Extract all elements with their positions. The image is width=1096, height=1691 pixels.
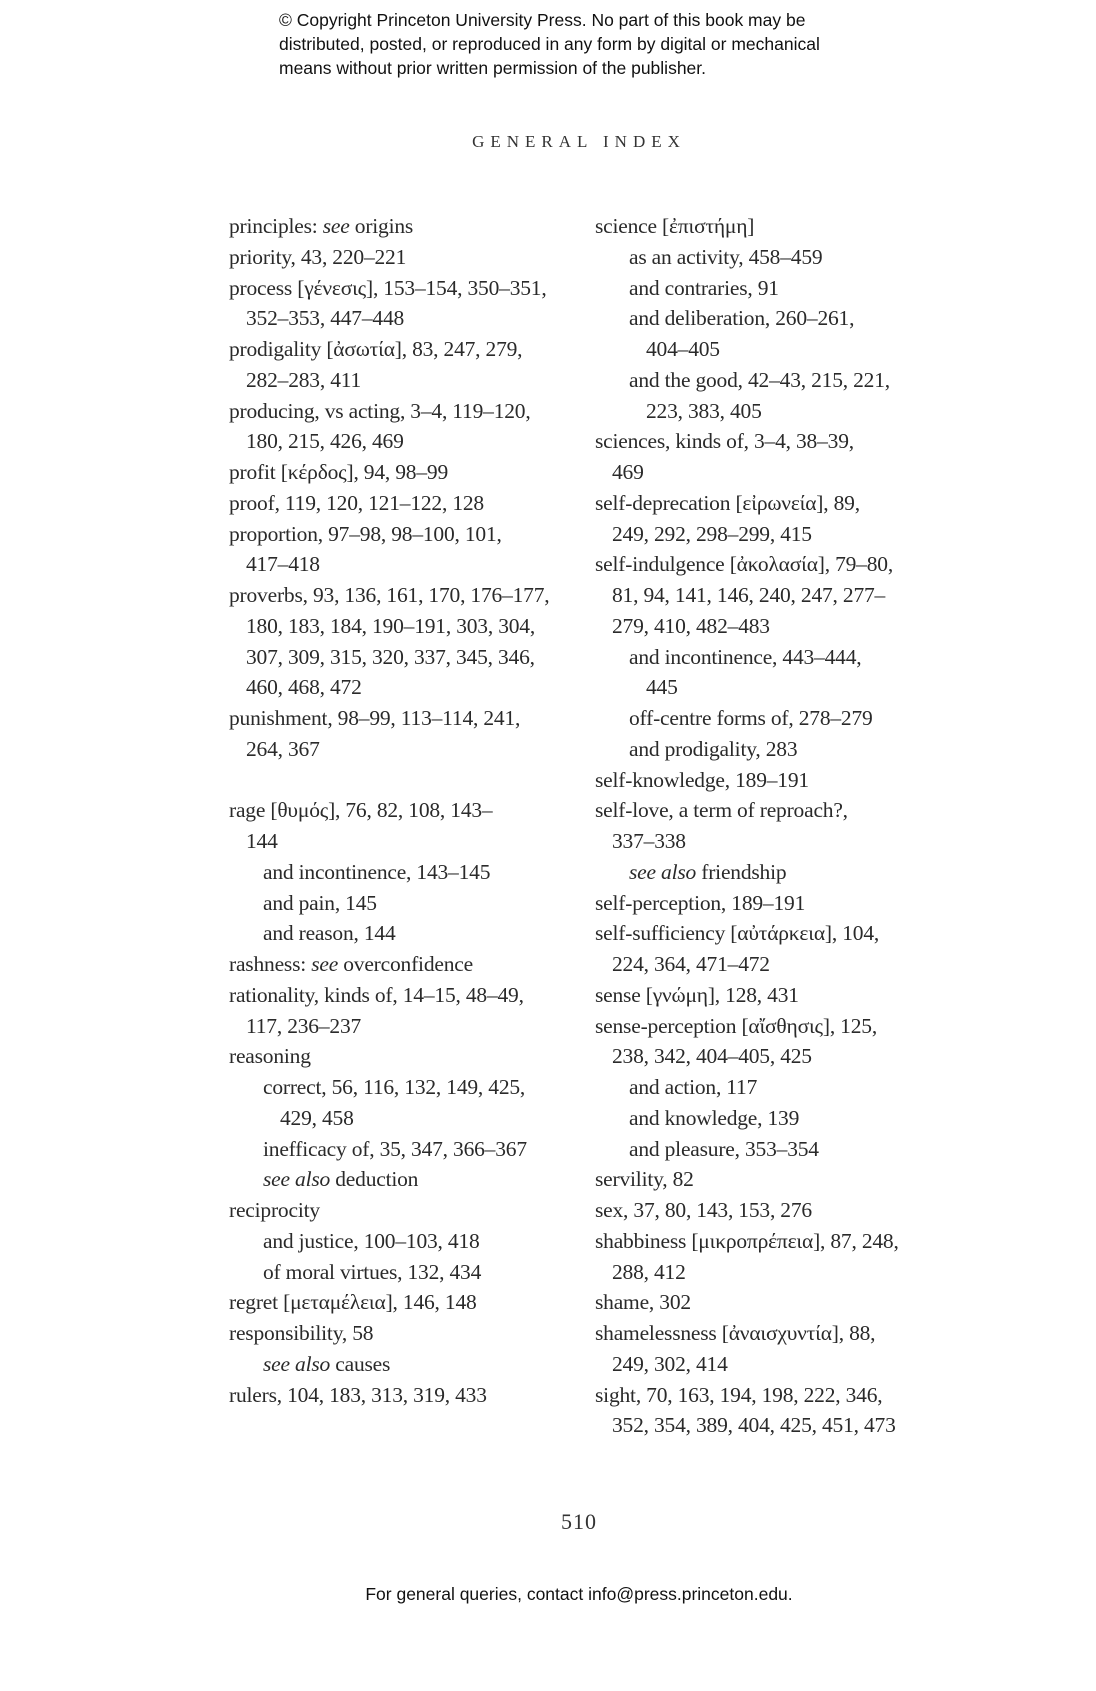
index-subentry: and pain, 145 xyxy=(263,890,377,915)
index-entry: sight, 70, 163, 194, 198, 222, 346, xyxy=(595,1382,883,1407)
index-entry-continuation: 352, 354, 389, 404, 425, 451, 473 xyxy=(612,1413,896,1438)
index-entry: servility, 82 xyxy=(595,1167,694,1192)
index-entry-continuation: 352–353, 447–448 xyxy=(246,306,405,331)
index-entry: reasoning xyxy=(229,1044,311,1069)
index-entry-continuation: 282–283, 411 xyxy=(246,367,362,392)
index-entry: regret [μεταμέλεια], 146, 148 xyxy=(229,1290,477,1315)
index-entry-continuation: 224, 364, 471–472 xyxy=(612,952,770,976)
index-entry: shamelessness [ἀναισχυντία], 88, xyxy=(595,1321,876,1345)
index-entry: priority, 43, 220–221 xyxy=(229,244,407,269)
index-subentry: inefficacy of, 35, 347, 366–367 xyxy=(263,1136,527,1161)
index-entry-continuation: 144 xyxy=(246,829,278,853)
index-entry: punishment, 98–99, 113–114, 241, xyxy=(229,706,521,730)
copyright-line: © Copyright Princeton University Press. No part of this book may be xyxy=(279,10,806,30)
index-entry-continuation: 180, 183, 184, 190–191, 303, 304, xyxy=(246,613,536,638)
footer-contact: For general queries, contact info@press.princeton.edu. xyxy=(365,1584,793,1604)
running-head: GENERAL INDEX xyxy=(472,132,686,151)
index-entry-continuation: 469 xyxy=(612,460,644,484)
index-subentry: and incontinence, 143–145 xyxy=(263,859,491,884)
index-see-also: see also friendship xyxy=(629,859,787,884)
index-subentry-continuation: 223, 383, 405 xyxy=(646,398,762,423)
index-entry-continuation: 460, 468, 472 xyxy=(246,675,362,700)
page-number: 510 xyxy=(561,1509,597,1534)
index-entry: rage [θυμός], 76, 82, 108, 143– xyxy=(229,798,493,823)
index-entry: self-indulgence [ἀκολασία], 79–80, xyxy=(595,552,894,577)
index-subentry: and justice, 100–103, 418 xyxy=(263,1228,480,1253)
index-entry-continuation: 264, 367 xyxy=(246,736,320,761)
index-entry: proportion, 97–98, 98–100, 101, xyxy=(229,521,502,546)
index-entry-continuation: 337–338 xyxy=(612,829,686,853)
index-subentry-continuation: 429, 458 xyxy=(280,1105,354,1130)
index-entry: prodigality [ἀσωτία], 83, 247, 279, xyxy=(229,337,523,361)
index-entry: self-knowledge, 189–191 xyxy=(595,767,809,792)
index-entry: proverbs, 93, 136, 161, 170, 176–177, xyxy=(229,583,550,607)
index-entry-continuation: 249, 302, 414 xyxy=(612,1351,728,1376)
index-entry: rashness: see overconfidence xyxy=(229,952,473,976)
index-entry: rationality, kinds of, 14–15, 48–49, xyxy=(229,982,524,1007)
index-entry: producing, vs acting, 3–4, 119–120, xyxy=(229,398,531,423)
index-entry: profit [κέρδος], 94, 98–99 xyxy=(229,460,448,484)
index-subentry: and knowledge, 139 xyxy=(629,1105,800,1130)
index-subentry: and contraries, 91 xyxy=(629,275,779,300)
index-entry: proof, 119, 120, 121–122, 128 xyxy=(229,490,484,515)
index-subentry: and the good, 42–43, 215, 221, xyxy=(629,367,890,392)
copyright-line: distributed, posted, or reproduced in any form by digital or mechanical xyxy=(279,34,820,54)
index-entry: sex, 37, 80, 143, 153, 276 xyxy=(595,1198,812,1222)
index-entry: reciprocity xyxy=(229,1198,320,1222)
index-see-also: see also causes xyxy=(263,1351,391,1376)
index-subentry: of moral virtues, 132, 434 xyxy=(263,1259,482,1284)
index-entry: self-perception, 189–191 xyxy=(595,890,806,915)
index-entry: responsibility, 58 xyxy=(229,1321,374,1345)
index-entry: principles: see origins xyxy=(229,214,414,238)
index-entry: sense [γνώμη], 128, 431 xyxy=(595,982,799,1007)
index-column-right xyxy=(595,211,940,1441)
index-see-also: see also deduction xyxy=(263,1167,419,1192)
letter-group-gap xyxy=(229,765,574,796)
index-entry: self-deprecation [εἰρωνεία], 89, xyxy=(595,490,860,515)
index-entry: shame, 302 xyxy=(595,1290,691,1315)
index-subentry-continuation: 404–405 xyxy=(646,337,720,361)
index-entry: sciences, kinds of, 3–4, 38–39, xyxy=(595,429,854,454)
index-entry: process [γένεσις], 153–154, 350–351, xyxy=(229,275,547,300)
index-subentry: off-centre forms of, 278–279 xyxy=(629,706,873,730)
index-entry-continuation: 288, 412 xyxy=(612,1259,686,1284)
index-column-left xyxy=(229,211,574,1410)
index-entry-continuation: 81, 94, 141, 146, 240, 247, 277– xyxy=(612,583,886,607)
index-entry: science [ἐπιστήμη] xyxy=(595,214,755,238)
copyright-line: means without prior written permission of the publisher. xyxy=(279,58,707,78)
index-subentry: and action, 117 xyxy=(629,1075,758,1099)
index-subentry: and incontinence, 443–444, xyxy=(629,644,862,669)
index-subentry: and reason, 144 xyxy=(263,921,396,946)
index-entry-continuation: 180, 215, 426, 469 xyxy=(246,429,404,454)
index-subentry: as an activity, 458–459 xyxy=(629,244,823,269)
index-entry: rulers, 104, 183, 313, 319, 433 xyxy=(229,1382,487,1407)
index-entry: self-sufficiency [αὐτάρκεια], 104, xyxy=(595,921,880,946)
index-entry-continuation: 117, 236–237 xyxy=(246,1013,362,1038)
index-entry: sense-perception [αἴσθησις], 125, xyxy=(595,1013,878,1038)
index-entry: shabbiness [μικροπρέπεια], 87, 248, xyxy=(595,1228,899,1253)
index-entry-continuation: 249, 292, 298–299, 415 xyxy=(612,521,812,546)
index-subentry: and prodigality, 283 xyxy=(629,736,798,761)
index-subentry: and pleasure, 353–354 xyxy=(629,1136,819,1161)
index-entry-continuation: 238, 342, 404–405, 425 xyxy=(612,1044,812,1069)
index-subentry: and deliberation, 260–261, xyxy=(629,306,855,331)
copyright-notice xyxy=(279,8,919,80)
index-subentry: correct, 56, 116, 132, 149, 425, xyxy=(263,1075,526,1099)
index-entry-continuation: 307, 309, 315, 320, 337, 345, 346, xyxy=(246,644,535,669)
index-subentry-continuation: 445 xyxy=(646,675,678,700)
index-entry-continuation: 279, 410, 482–483 xyxy=(612,613,770,638)
index-entry-continuation: 417–418 xyxy=(246,552,320,577)
index-entry: self-love, a term of reproach?, xyxy=(595,798,848,823)
